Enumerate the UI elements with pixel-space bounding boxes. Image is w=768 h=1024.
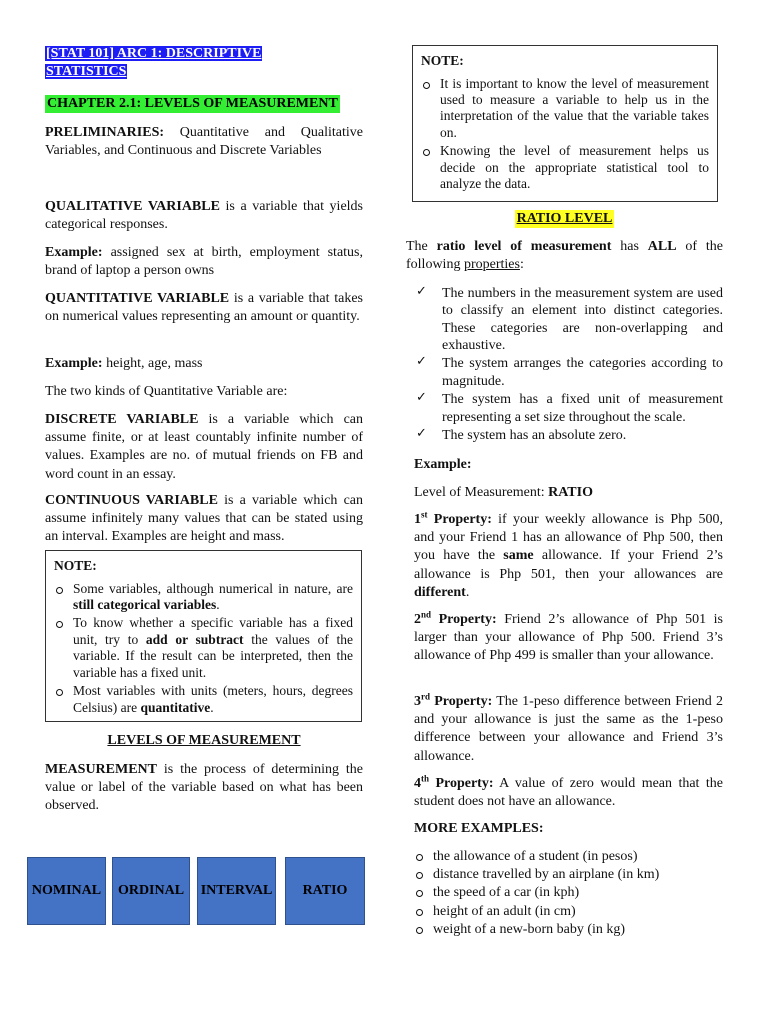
property-3-example: 3rd Property: The 1-peso difference between Friend 2 and your allowance is just the same as the 1-peso difference between your allowance and Friend 3’s allowance. xyxy=(414,691,723,764)
level-box-ordinal: ORDINAL xyxy=(112,857,190,925)
doc-header-line2: STATISTICS xyxy=(46,64,127,80)
note-title: NOTE: xyxy=(421,53,464,68)
chapter-title-wrap xyxy=(45,95,363,113)
qualitative-def: is a variable that yields categorical responses. xyxy=(45,199,363,233)
doc-header xyxy=(45,45,345,81)
list-item: distance travelled by an airplane (in km) xyxy=(414,866,723,884)
example-heading: Example: xyxy=(414,457,472,472)
preliminaries xyxy=(45,124,363,160)
ratio-heading: RATIO LEVEL xyxy=(515,210,615,228)
properties-link-text: properties xyxy=(463,257,520,273)
note-box-left xyxy=(45,550,362,722)
measurement-definition xyxy=(45,761,363,816)
quantitative-term: QUANTITATIVE VARIABLE xyxy=(45,291,230,306)
two-kinds-text: The two kinds of Quantitative Variable are: xyxy=(45,384,288,399)
property-item: ✓ The system arranges the categories according to magnitude. xyxy=(416,354,723,389)
note-title: NOTE: xyxy=(54,558,97,573)
doc-header-line1: [STAT 101] ARC 1: DESCRIPTIVE xyxy=(46,46,262,61)
property-1-example: 1st Property: if your weekly allowance is Php 500, and your Friend 1 has an allowance of Php 500, then you have the same allowance. If your Friend 2’s allowance is Php 501, then your allowances are different. xyxy=(414,509,724,600)
measurement-def: is the process of determining the value or label of the variable based on what has been observed. xyxy=(45,762,363,814)
continuous-definition xyxy=(45,492,363,547)
level-box-ratio: RATIO xyxy=(285,857,365,925)
continuous-def: is a variable which can assume infinitely many values that can be stated using an interval. Examples are height and mass. xyxy=(45,493,364,545)
list-item: the speed of a car (in kph) xyxy=(414,884,723,902)
ratio-heading-wrap xyxy=(406,210,723,228)
note-item: Most variables with units (meters, hours, degrees Celsius) are quantitative. xyxy=(54,683,353,716)
discrete-def: is a variable which can assume finite, or at least countably infinite number of values. Examples are no. of mutual friends on FB and word count in an essay. xyxy=(45,412,363,482)
note-item: Some variables, although numerical in nature, are still categorical variables. xyxy=(54,581,353,614)
list-item: the allowance of a student (in pesos) xyxy=(414,848,723,866)
level-of-measurement-line: Level of Measurement: RATIO xyxy=(414,485,593,500)
quantitative-def: is a variable that takes on numerical values representing an amount or quantity. xyxy=(45,291,363,325)
qualitative-example xyxy=(45,244,363,280)
discrete-definition xyxy=(45,411,363,484)
qualitative-example-text: assigned sex at birth, employment status, brand of laptop a person owns xyxy=(45,245,363,279)
quantitative-example xyxy=(45,355,363,373)
property-item: ✓ The system has a fixed unit of measurement representing a set size throughout the scale. xyxy=(416,390,723,425)
continuous-term: CONTINUOUS VARIABLE xyxy=(45,493,218,508)
properties-list xyxy=(406,285,723,444)
qualitative-term: QUALITATIVE VARIABLE xyxy=(45,199,220,214)
example-label: Example: xyxy=(45,245,103,260)
note-item: To know whether a specific variable has a fixed unit, try to add or subtract the values of the variable. If the result can be interpreted, then the variable has a fixed unit. xyxy=(54,615,353,681)
discrete-term: DISCRETE VARIABLE xyxy=(45,412,199,427)
preliminaries-text: Quantitative and Qualitative Variables, and Continuous and Discrete Variables xyxy=(45,125,363,159)
ratio-intro: The ratio level of measurement has ALL of the following properties: xyxy=(406,239,723,273)
levels-heading: LEVELS OF MEASUREMENT xyxy=(107,733,301,748)
note-item: It is important to know the level of measurement used to measure a variable to help us in the interpretation of the value that the variable takes on. xyxy=(421,76,709,142)
list-item: weight of a new-born baby (in kg) xyxy=(414,921,723,939)
property-2-example: 2nd Property: Friend 2’s allowance of Php 501 is larger than your allowance of Php 500. Friend 3’s allowance of Php 499 is smaller than your allowance. xyxy=(414,609,723,664)
measurement-term: MEASUREMENT xyxy=(45,762,158,777)
note-list xyxy=(54,581,353,717)
checkmark-icon: ✓ xyxy=(416,284,427,299)
property-item: ✓ The numbers in the measurement system are used to classify an element into distinct categories. These categories are non-overlapping and exhaustive. xyxy=(416,284,723,354)
property-item: ✓ The system has an absolute zero. xyxy=(416,425,627,443)
note-item: Knowing the level of measurement helps us decide on the appropriate statistical tool to analyze the data. xyxy=(421,143,709,192)
quantitative-definition xyxy=(45,290,363,326)
level-box-nominal: NOMINAL xyxy=(27,857,106,925)
more-examples-heading: MORE EXAMPLES: xyxy=(414,821,544,836)
list-item: height of an adult (in cm) xyxy=(414,903,723,921)
levels-heading-wrap xyxy=(45,732,363,750)
example-label: Example: xyxy=(45,356,103,371)
preliminaries-label: PRELIMINARIES: xyxy=(45,125,165,140)
checkmark-icon: ✓ xyxy=(416,425,427,441)
note-box-right xyxy=(412,45,718,202)
chapter-title: CHAPTER 2.1: LEVELS OF MEASUREMENT xyxy=(45,95,340,113)
more-examples-list xyxy=(414,848,723,939)
note-list xyxy=(421,76,709,193)
property-4-example: 4th Property: A value of zero would mean that the student does not have an allowance. xyxy=(414,773,723,810)
quantitative-example-text: height, age, mass xyxy=(102,356,203,371)
checkmark-icon: ✓ xyxy=(416,354,427,370)
checkmark-icon: ✓ xyxy=(416,390,427,406)
level-box-interval: INTERVAL xyxy=(197,857,276,925)
qualitative-definition xyxy=(45,198,363,234)
